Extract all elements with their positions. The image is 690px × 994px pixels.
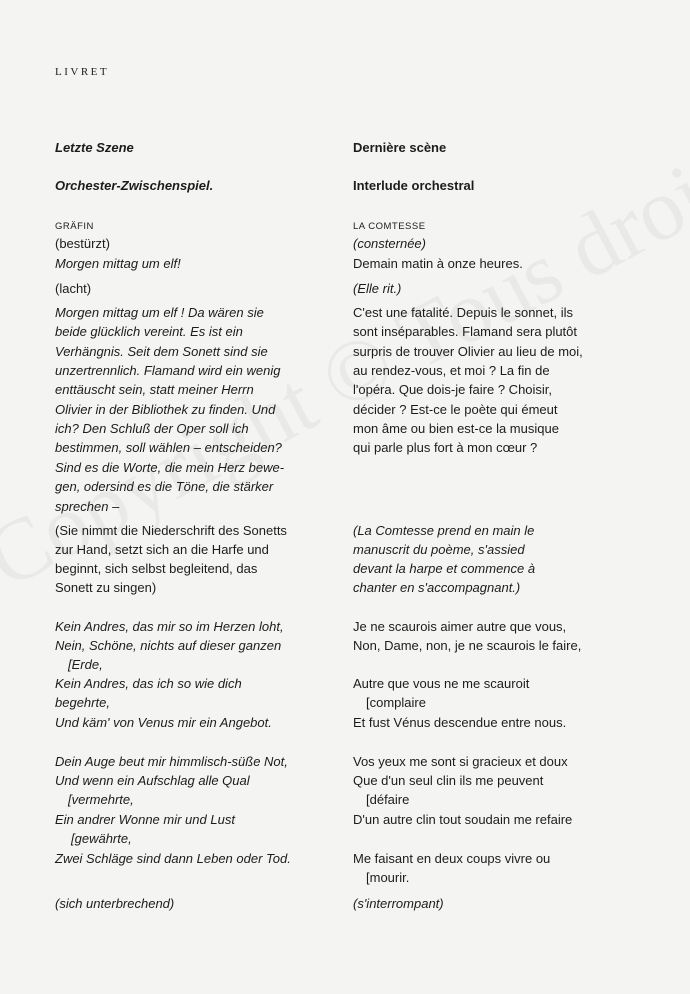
verse-line-fr: D'un autre clin tout soudain me refaire [353,812,573,827]
verse-line-de: [gewährte, [71,831,132,846]
page-header: LIVRET [55,66,110,78]
monologue-line-de: unzertrennlich. Flamand wird ein wenig [55,363,281,378]
character-name-fr: LA COMTESSE [353,221,426,232]
monologue-line-fr: l'opéra. Que dois-je faire ? Choisir, [353,382,553,397]
verse-line-de: Kein Andres, das ich so wie dich [55,676,242,691]
verse-line-de: Ein andrer Wonne mir und Lust [55,812,235,827]
verse-line-fr: Je ne scaurois aimer autre que vous, [353,619,567,634]
verse-line-de: Zwei Schläge sind dann Leben oder Tod. [55,851,291,866]
verse-line-fr: [complaire [366,695,426,710]
sung-line-fr: Demain matin à onze heures. [353,256,523,271]
verse-line-de: begehrte, [55,695,110,710]
monologue-line-de: bestimmen, soll wählen – entscheiden? [55,440,282,455]
verse-line-fr: Que d'un seul clin ils me peuvent [353,773,544,788]
character-name-de: GRÄFIN [55,221,94,232]
monologue-line-de: enttäuscht sein, statt meiner Herrn [55,382,254,397]
verse-line-de: [Erde, [68,657,103,672]
stage-direction-de: Sonett zu singen) [55,580,157,595]
stage-direction-fr: (s'interrompant) [353,896,444,911]
stage-direction-de: (lacht) [55,281,92,296]
stage-direction-fr: (Elle rit.) [353,281,402,296]
stage-direction-fr: (consternée) [353,236,426,251]
verse-line-fr: Me faisant en deux coups vivre ou [353,851,551,866]
monologue-line-fr: décider ? Est-ce le poète qui émeut [353,402,558,417]
stage-direction-fr: manuscrit du poème, s'assied [353,542,525,557]
monologue-line-de: Morgen mittag um elf ! Da wären sie [55,305,264,320]
stage-direction-fr: chanter en s'accompagnant.) [353,580,521,595]
verse-line-fr: Vos yeux me sont si gracieux et doux [353,754,568,769]
interlude-de: Orchester-Zwischenspiel. [55,178,214,193]
stage-direction-de: (Sie nimmt die Niederschrift des Sonetts [55,523,287,538]
monologue-line-fr: surpris de trouver Olivier au lieu de moi, [353,344,583,359]
stage-direction-de: (sich unterbrechend) [55,896,175,911]
verse-line-fr: [défaire [366,792,410,807]
verse-line-fr: [mourir. [366,870,410,885]
monologue-line-de: Olivier in der Bibliothek zu finden. Und [55,402,276,417]
monologue-line-fr: au rendez-vous, et moi ? La fin de [353,363,550,378]
stage-direction-de: beginnt, sich selbst begleitend, das [55,561,258,576]
verse-line-de: Dein Auge beut mir himmlisch-süße Not, [55,754,288,769]
monologue-line-fr: mon âme ou bien est-ce la musique [353,421,559,436]
verse-line-de: Und käm' von Venus mir ein Angebot. [55,715,272,730]
monologue-line-de: sprechen – [55,499,120,514]
stage-direction-de: zur Hand, setzt sich an die Harfe und [55,542,269,557]
stage-direction-de: (bestürzt) [55,236,110,251]
scene-title-de: Letzte Szene [55,140,134,155]
sung-line-de: Morgen mittag um elf! [55,256,181,271]
monologue-line-fr: qui parle plus fort à mon cœur ? [353,440,538,455]
monologue-line-de: Verhängnis. Seit dem Sonett sind sie [55,344,268,359]
monologue-line-de: Sind es die Worte, die mein Herz bewe- [55,460,285,475]
verse-line-de: [vermehrte, [68,792,134,807]
verse-line-de: Kein Andres, das mir so im Herzen loht, [55,619,284,634]
stage-direction-fr: devant la harpe et commence à [353,561,536,576]
verse-line-fr: Autre que vous ne me scauroit [353,676,530,691]
monologue-line-de: gen, odersind es die Töne, die stärker [55,479,274,494]
verse-line-fr: Et fust Vénus descendue entre nous. [353,715,567,730]
verse-line-de: Nein, Schöne, nichts auf dieser ganzen [55,638,282,653]
monologue-line-de: ich? Den Schluß der Oper soll ich [55,421,249,436]
monologue-line-fr: C'est une fatalité. Depuis le sonnet, ils [353,305,573,320]
stage-direction-fr: (La Comtesse prend en main le [353,523,535,538]
verse-line-de: Und wenn ein Aufschlag alle Qual [55,773,250,788]
interlude-fr: Interlude orchestral [353,178,475,193]
monologue-line-fr: sont inséparables. Flamand sera plutôt [353,324,578,339]
verse-line-fr: Non, Dame, non, je ne scaurois le faire, [353,638,582,653]
scene-title-fr: Dernière scène [353,140,447,155]
monologue-line-de: beide glücklich vereint. Es ist ein [55,324,243,339]
